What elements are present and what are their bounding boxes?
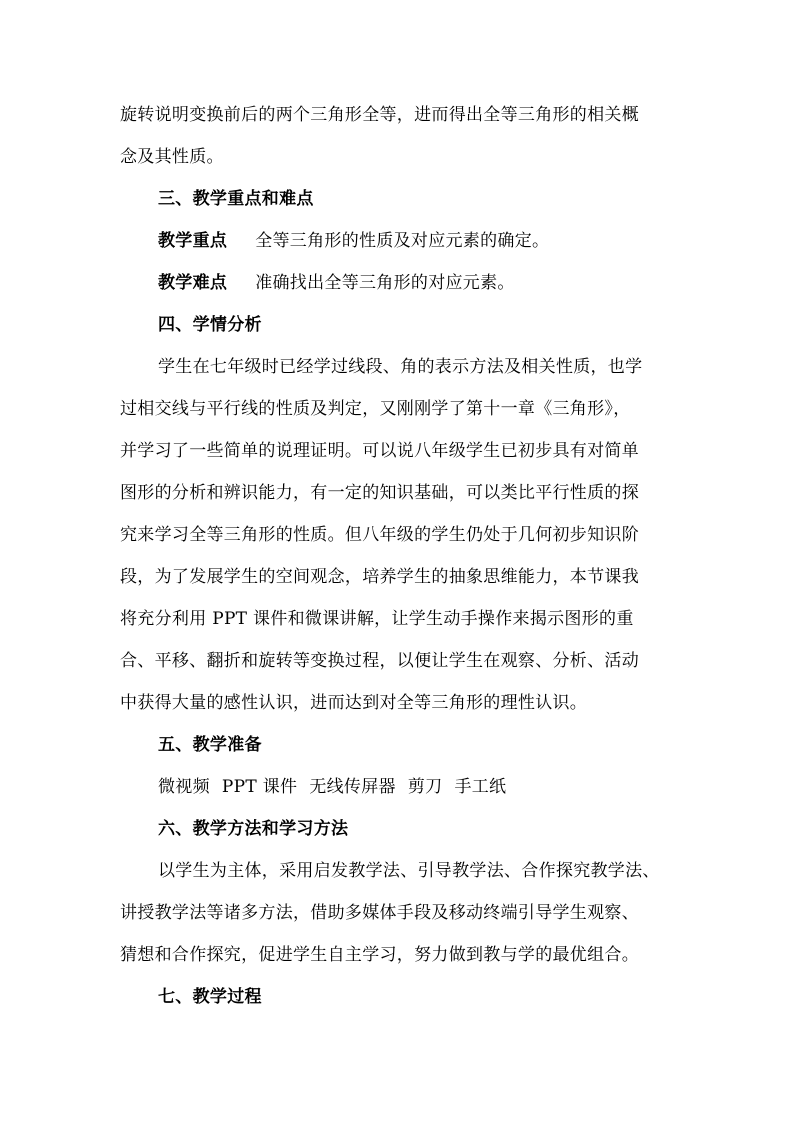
paragraph-line: 并学习了一些简单的说理证明。可以说八年级学生已初步具有对简单 xyxy=(120,441,639,461)
section-7-title: 七、教学过程 xyxy=(158,987,262,1007)
intro-line-1: 旋转说明变换前后的两个三角形全等，进而得出全等三角形的相关概 xyxy=(120,105,639,125)
material-item: 手工纸 xyxy=(454,777,507,797)
key-point-text: 全等三角形的性质及对应元素的确定。 xyxy=(255,231,550,251)
paragraph-line: 图形的分析和辨识能力，有一定的知识基础，可以类比平行性质的探 xyxy=(120,483,639,503)
paragraph-line: 猜想和合作探究，促进学生自主学习，努力做到教与学的最优组合。 xyxy=(120,945,639,965)
paragraph-line: 合、平移、翻折和旋转等变换过程，以便让学生在观察、分析、活动 xyxy=(120,651,639,671)
material-item: 微视频 xyxy=(158,777,210,797)
paragraph-line: 将充分利用 PPT 课件和微课讲解，让学生动手操作来揭示图形的重 xyxy=(120,609,634,629)
paragraph-line: 过相交线与平行线的性质及判定，又刚刚学了第十一章《三角形》， xyxy=(120,399,631,419)
materials-list xyxy=(158,776,718,798)
material-item: 无线传屏器 xyxy=(309,777,396,797)
section-3-title: 三、教学重点和难点 xyxy=(158,189,314,209)
difficulty-row xyxy=(158,272,718,294)
section-6-title: 六、教学方法和学习方法 xyxy=(158,819,349,839)
difficulty-label: 教学难点 xyxy=(158,273,228,293)
paragraph-line: 学生在七年级时已经学过线段、角的表示方法及相关性质，也学 xyxy=(158,357,643,377)
paragraph-line: 讲授教学法等诸多方法，借助多媒体手段及移动终端引导学生观察、 xyxy=(120,903,639,923)
paragraph-line: 段，为了发展学生的空间观念，培养学生的抽象思维能力，本节课我 xyxy=(120,567,639,587)
difficulty-text: 准确找出全等三角形的对应元素。 xyxy=(255,273,515,293)
paragraph-line: 究来学习全等三角形的性质。但八年级的学生仍处于几何初步知识阶 xyxy=(120,525,639,545)
intro-line-2: 念及其性质。 xyxy=(120,147,224,167)
section-5-title: 五、教学准备 xyxy=(158,735,262,755)
material-item: 剪刀 xyxy=(407,777,443,797)
material-item: PPT 课件 xyxy=(221,777,298,797)
key-point-label: 教学重点 xyxy=(158,231,228,251)
paragraph-line: 中获得大量的感性认识，进而达到对全等三角形的理性认识。 xyxy=(120,693,588,713)
key-point-row xyxy=(158,230,718,252)
section-4-title: 四、学情分析 xyxy=(158,315,262,335)
paragraph-line: 以学生为主体，采用启发教学法、引导教学法、合作探究教学法、 xyxy=(158,861,660,881)
